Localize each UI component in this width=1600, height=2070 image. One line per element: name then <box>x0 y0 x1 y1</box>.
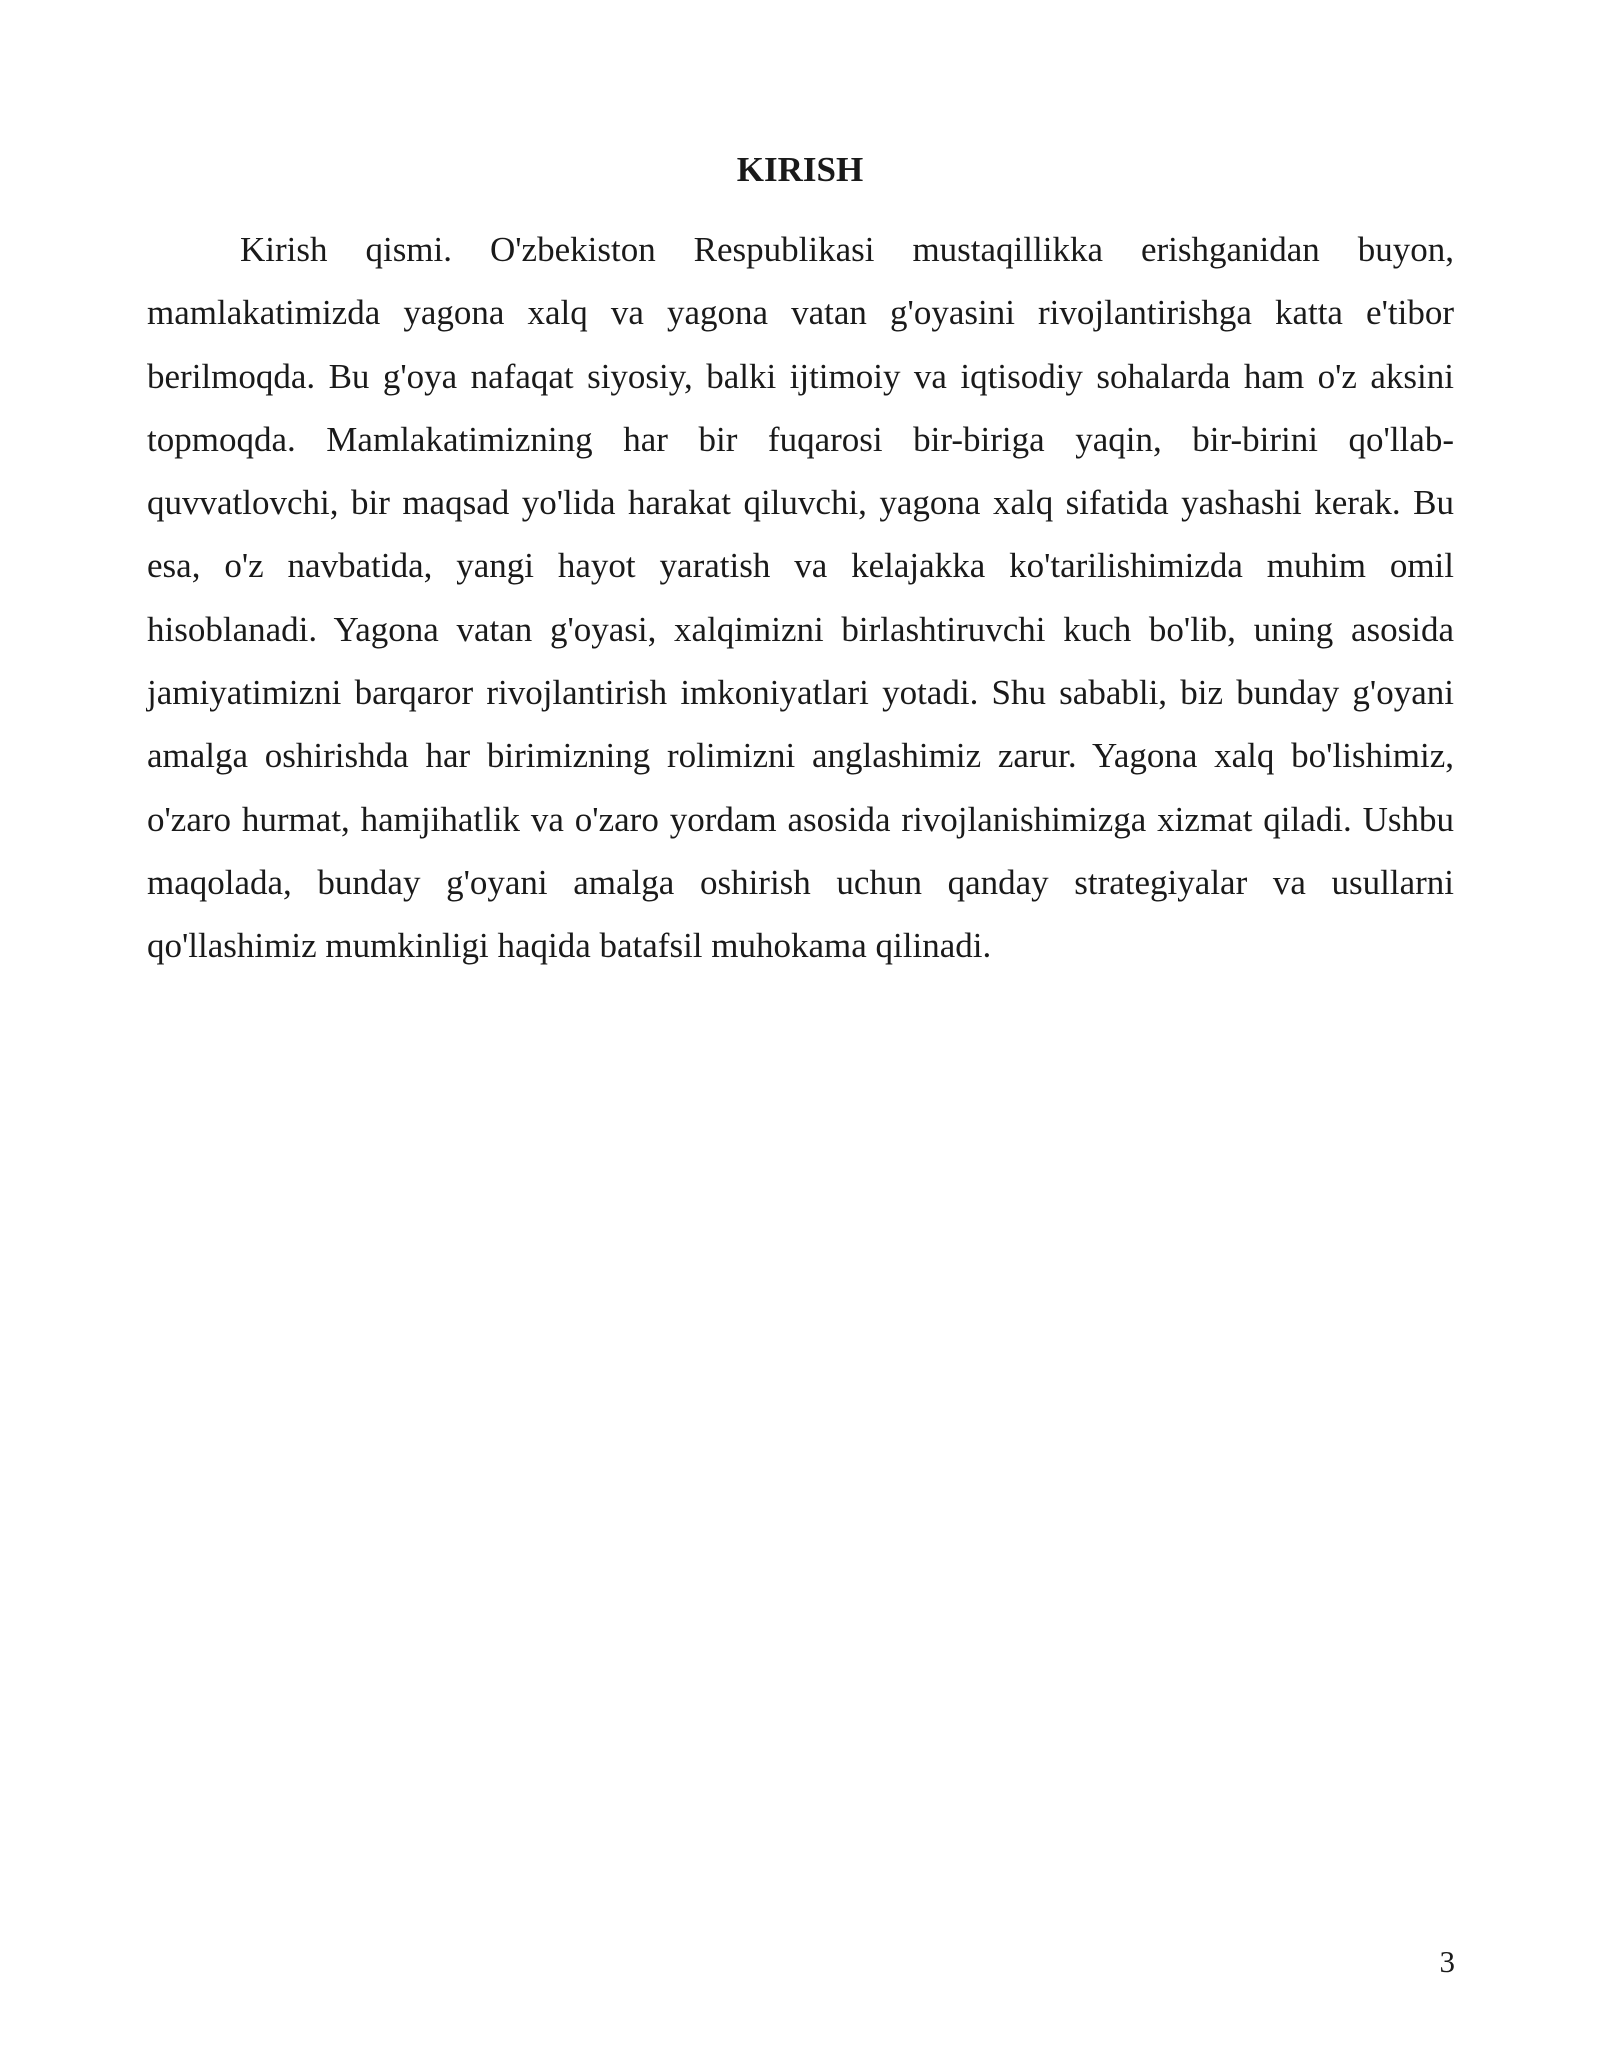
introduction-paragraph: Kirish qismi. O'zbekiston Respublikasi mustaqillikka erishganidan buyon, mamlakatimizda yagona xalq va yagona vatan g'oyasini rivojlantirishga katta e'tibor berilmoqda. Bu g'oya nafaqat siyosiy, balki ijtimoiy va iqtisodiy sohalarda ham o'z aksini topmoqda. Mamlakatimizning har bir fuqarosi bir-biriga yaqin, bir-birini qo'llab-quvvatlovchi, bir maqsad yo'lida harakat qiluvchi, yagona xalq sifatida yashashi kerak. Bu esa, o'z navbatida, yangi hayot yaratish va kelajakka ko'tarilishimizda muhim omil hisoblanadi. Yagona vatan g'oyasi, xalqimizni birlashtiruvchi kuch bo'lib, uning asosida jamiyatimizni barqaror rivojlantirish imkoniyatlari yotadi. Shu sababli, biz bunday g'oyani amalga oshirishda har birimizning rolimizni anglashimiz zarur. Yagona xalq bo'lishimiz, o'zaro hurmat, hamjihatlik va o'zaro yordam asosida rivojlanishimizga xizmat qiladi. Ushbu maqolada, bunday g'oyani amalga oshirish uchun qanday strategiyalar va usullarni qo'llashimiz mumkinligi haqida batafsil muhokama qilinadi. <box>147 230 1454 966</box>
page-number: 3 <box>1439 1944 1455 1979</box>
section-title: KIRISH <box>736 150 864 189</box>
